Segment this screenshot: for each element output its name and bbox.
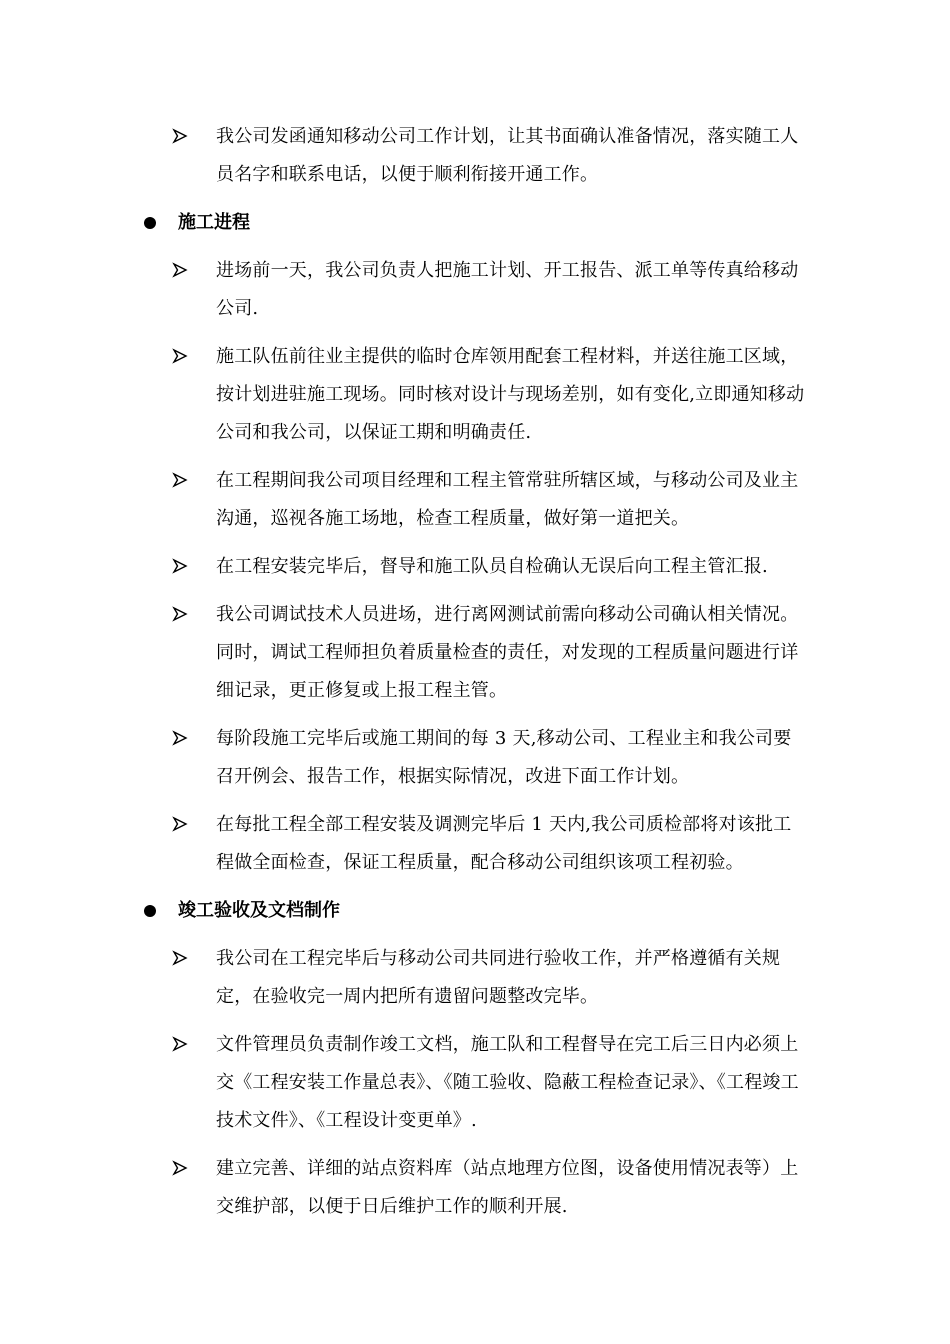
arrow-bullet-icon xyxy=(172,348,190,368)
list-item-text: 我公司调试技术人员进场，进行离网测试前需向移动公司确认相关情况。同时，调试工程师担负着质量检查的责任，对发现的工程质量问题进行详细记录，更正修复或上报工程主管。 xyxy=(216,604,799,701)
list-item xyxy=(0,1150,950,1226)
list-item-text: 在工程期间我公司项目经理和工程主管常驻所辖区域，与移动公司及业主沟通，巡视各施工场地，检查工程质量，做好第一道把关。 xyxy=(216,470,799,529)
circle-bullet-icon xyxy=(144,905,156,917)
section-heading xyxy=(0,204,950,242)
list-item xyxy=(0,462,950,538)
circle-bullet-icon xyxy=(144,217,156,229)
list-item xyxy=(0,252,950,328)
arrow-bullet-icon xyxy=(172,262,190,282)
list-item-text: 在每批工程全部工程安装及调测完毕后 1 天内,我公司质检部将对该批工程做全面检查，保证工程质量，配合移动公司组织该项工程初验。 xyxy=(216,814,792,873)
arrow-bullet-icon xyxy=(172,1036,190,1056)
arrow-bullet-icon xyxy=(172,472,190,492)
arrow-bullet-icon xyxy=(172,816,190,836)
list-item xyxy=(0,1026,950,1140)
section-heading xyxy=(0,892,950,930)
list-item xyxy=(0,940,950,1016)
list-item-text: 每阶段施工完毕后或施工期间的每 3 天,移动公司、工程业主和我公司要召开例会、报告工作，根据实际情况，改进下面工作计划。 xyxy=(216,728,792,787)
list-item xyxy=(0,548,950,586)
arrow-bullet-icon xyxy=(172,730,190,750)
arrow-bullet-icon xyxy=(172,606,190,626)
list-item xyxy=(0,338,950,452)
list-item-text: 文件管理员负责制作竣工文档，施工队和工程督导在完工后三日内必须上交《工程安装工作量总表》、《随工验收、隐蔽工程检查记录》、《工程竣工技术文件》、《工程设计变更单》. xyxy=(216,1034,799,1131)
section-title: 施工进程 xyxy=(178,212,250,233)
list-item-text: 在工程安装完毕后，督导和施工队员自检确认无误后向工程主管汇报. xyxy=(216,556,768,577)
arrow-bullet-icon xyxy=(172,128,190,148)
section-title: 竣工验收及文档制作 xyxy=(178,900,340,921)
list-item-text: 施工队伍前往业主提供的临时仓库领用配套工程材料，并送往施工区域，按计划进驻施工现场。同时核对设计与现场差别，如有变化,立即通知移动公司和我公司，以保证工期和明确责任. xyxy=(216,346,805,443)
arrow-bullet-icon xyxy=(172,1160,190,1180)
list-item-text: 进场前一天，我公司负责人把施工计划、开工报告、派工单等传真给移动公司. xyxy=(216,260,799,319)
list-item xyxy=(0,596,950,710)
list-item xyxy=(0,118,950,194)
list-item-text: 建立完善、详细的站点资料库（站点地理方位图，设备使用情况表等）上交维护部，以便于日后维护工作的顺利开展. xyxy=(216,1158,799,1217)
arrow-bullet-icon xyxy=(172,950,190,970)
list-item xyxy=(0,720,950,796)
document-content xyxy=(0,118,950,1226)
arrow-bullet-icon xyxy=(172,558,190,578)
list-item xyxy=(0,806,950,882)
list-item-text: 我公司在工程完毕后与移动公司共同进行验收工作，并严格遵循有关规定，在验收完一周内把所有遗留问题整改完毕。 xyxy=(216,948,781,1007)
list-item-text: 我公司发函通知移动公司工作计划，让其书面确认准备情况，落实随工人员名字和联系电话，以便于顺利衔接开通工作。 xyxy=(216,126,799,185)
